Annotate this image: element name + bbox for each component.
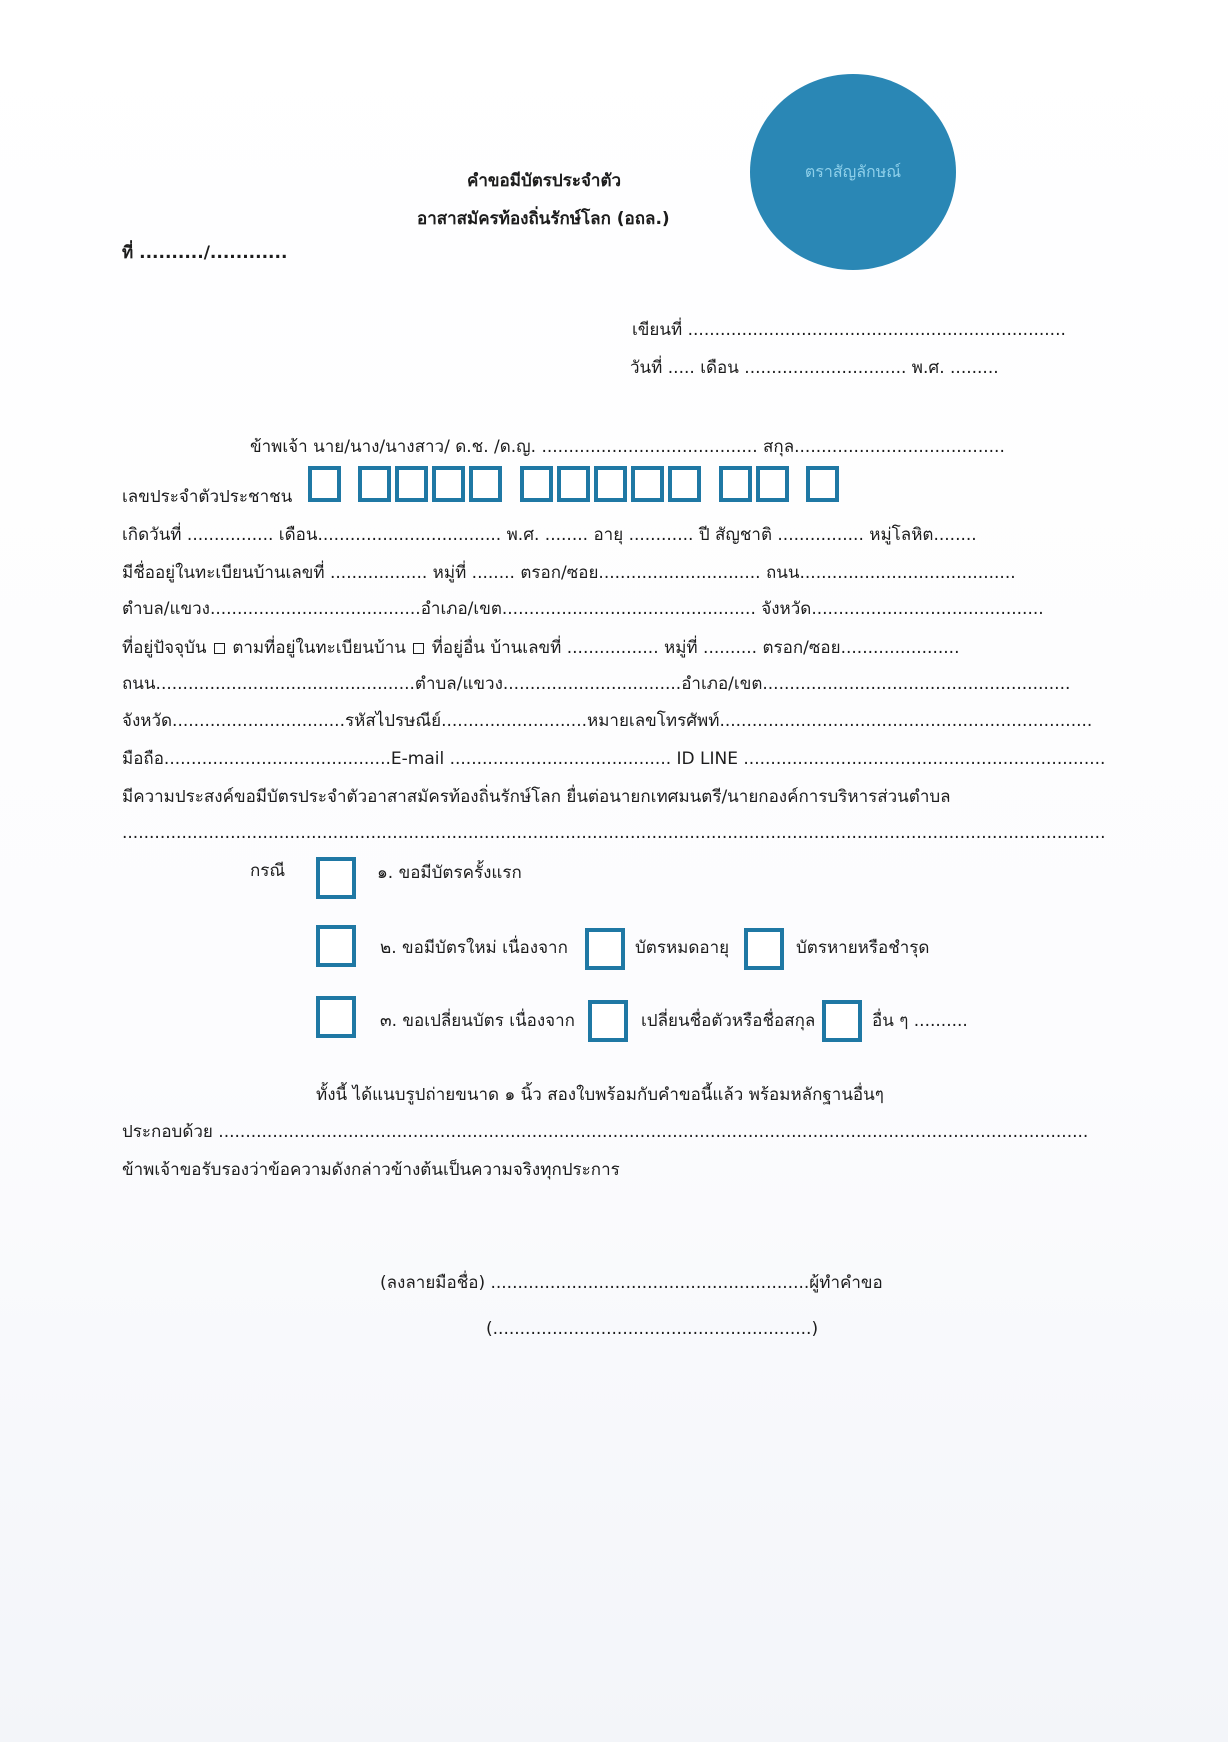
road-field[interactable]: ถนน................................................ตำบล/แขวง.................................อำเภอ/เขต......................................................... xyxy=(122,674,1071,694)
id-digit-box[interactable] xyxy=(520,466,553,502)
purpose-text: มีความประสงค์ขอมีบัตรประจำตัวอาสาสมัครท้องถิ่นรักษ์โลก ยื่นต่อนายกเทศมนตรี/นายกองค์การบริหารส่วนตำบล xyxy=(122,787,951,807)
registered-address-field[interactable]: มีชื่ออยู่ในทะเบียนบ้านเลขที่ .................. หมู่ที่ ........ ตรอก/ซอย.............................. ถนน........................................ xyxy=(122,563,1016,583)
cases-label: กรณี xyxy=(250,861,286,881)
seal-label: ตราสัญลักษณ์ xyxy=(804,162,902,181)
id-digit-box[interactable] xyxy=(308,466,341,502)
case1-label: ๑. ขอมีบัตรครั้งแรก xyxy=(377,863,522,883)
contact-field[interactable]: มือถือ..........................................E-mail ......................................... ID LINE ................................................................... xyxy=(122,749,1106,769)
seal-emblem xyxy=(750,74,956,270)
registered-address-option: ตามที่อยู่ในทะเบียนบ้าน xyxy=(232,638,406,658)
name-change-checkbox[interactable] xyxy=(588,1000,628,1042)
other-reason-field[interactable]: อื่น ๆ .......... xyxy=(872,1011,968,1031)
photo-statement: ทั้งนี้ ได้แนบรูปถ่ายขนาด ๑ นิ้ว สองใบพร้อมกับคำขอนี้แล้ว พร้อมหลักฐานอื่นๆ xyxy=(316,1085,884,1105)
id-digit-box[interactable] xyxy=(358,466,391,502)
id-digit-box[interactable] xyxy=(668,466,701,502)
registered-address-checkbox[interactable] xyxy=(214,643,225,654)
current-address-row xyxy=(122,637,959,659)
expired-card-label: บัตรหมดอายุ xyxy=(635,938,730,958)
case3-checkbox[interactable] xyxy=(316,996,356,1038)
birth-field[interactable]: เกิดวันที่ ................ เดือน.................................. พ.ศ. ........ อายุ ............ ปี สัญชาติ ................ หมู่โลหิต........ xyxy=(122,525,977,545)
case2-label: ๒. ขอมีบัตรใหม่ เนื่องจาก xyxy=(380,938,568,958)
printed-name-field[interactable]: (...........................................................) xyxy=(486,1319,819,1339)
name-field[interactable]: ข้าพเจ้า นาย/นาง/นางสาว/ ด.ช. /ด.ญ. ........................................ สกุล....................................... xyxy=(250,437,1005,457)
lost-card-label: บัตรหายหรือชำรุด xyxy=(796,938,930,958)
lost-card-checkbox[interactable] xyxy=(744,928,784,970)
id-digit-box[interactable] xyxy=(631,466,664,502)
id-digit-box[interactable] xyxy=(432,466,465,502)
id-digit-box[interactable] xyxy=(557,466,590,502)
id-label: เลขประจำตัวประชาชน xyxy=(122,487,293,507)
form-title: คำขอมีบัตรประจำตัว xyxy=(467,171,622,191)
case1-checkbox[interactable] xyxy=(316,857,356,899)
current-address-label: ที่อยู่ปัจจุบัน xyxy=(122,638,207,658)
form-subtitle: อาสาสมัครท้องถิ่นรักษ์โลก (อถล.) xyxy=(417,209,670,229)
province-field[interactable]: จังหวัด................................รหัสไปรษณีย์...........................หมายเลขโทรศัพท์..................................................................... xyxy=(122,711,1093,731)
id-digit-box[interactable] xyxy=(756,466,789,502)
subdistrict-field[interactable]: ตำบล/แขวง.......................................อำเภอ/เขต............................................... จังหวัด........................................... xyxy=(122,599,1044,619)
case3-label: ๓. ขอเปลี่ยนบัตร เนื่องจาก xyxy=(380,1011,575,1031)
expired-card-checkbox[interactable] xyxy=(585,928,625,970)
id-digit-box[interactable] xyxy=(594,466,627,502)
other-reason-checkbox[interactable] xyxy=(822,1000,862,1042)
id-digit-box[interactable] xyxy=(719,466,752,502)
certification-text: ข้าพเจ้าขอรับรองว่าข้อความดังกล่าวข้างต้นเป็นความจริงทุกประการ xyxy=(122,1160,620,1180)
written-at-field[interactable]: เขียนที่ ...................................................................... xyxy=(632,320,1066,340)
purpose-field[interactable]: ...................................................................................................................................................................................... xyxy=(122,823,1106,843)
id-digit-box[interactable] xyxy=(806,466,839,502)
other-address-option[interactable]: ที่อยู่อื่น บ้านเลขที่ ................. หมู่ที่ .......... ตรอก/ซอย...................... xyxy=(431,638,960,658)
case2-checkbox[interactable] xyxy=(316,925,356,967)
attachments-field[interactable]: ประกอบด้วย ................................................................................................................................................................. xyxy=(122,1122,1089,1142)
document-number: ที่ ........../............ xyxy=(122,243,288,263)
date-field[interactable]: วันที่ ..... เดือน .............................. พ.ศ. ......... xyxy=(630,358,999,378)
id-digit-box[interactable] xyxy=(395,466,428,502)
other-address-checkbox[interactable] xyxy=(413,643,424,654)
name-change-label: เปลี่ยนชื่อตัวหรือชื่อสกุล xyxy=(641,1011,816,1031)
signature-field[interactable]: (ลงลายมือชื่อ) ...........................................................ผู้ทำคำขอ xyxy=(380,1273,883,1293)
id-digit-box[interactable] xyxy=(469,466,502,502)
